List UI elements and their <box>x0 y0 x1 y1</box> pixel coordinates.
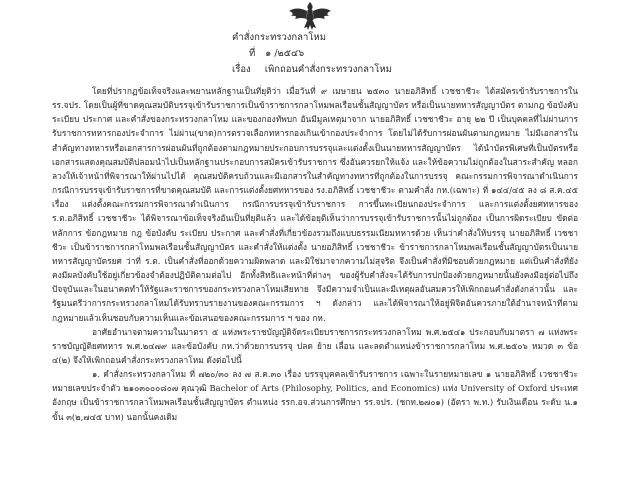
order-title: คำสั่งกระทรวงกลาโหม <box>232 32 326 43</box>
order-subject <box>232 62 392 77</box>
paragraph-background: โดยที่ปรากฏข้อเท็จจริงและพยานหลักฐานเป็นที่ยุติว่า เมื่อวันที่ ๙ เมษายน ๒๕๓๐ นายอภิสิทธิ์ เวชชาชีวะ ได้สมัครเข้ารับราชการใน รร.จปร. โดยเป็นผู้ที่ขาดคุณสมบัติบรรจุเข้ารับราชการเป็นข้าราชการกลาโหมพลเรือนชั้นสัญญาบัตร หรือเป็นนายทหารสัญญาบัตร ตามกฎ ข้อบังคับ ระเบียบ ประกาศ และคำสั่งของกระทรวงกลาโหม และของกองทัพบก อันมีมูลเหตุมาจาก นายอภิสิทธิ์ เวชชาชีวะ อายุ ๒๒ ปี เป็นบุคคลที่ไม่ผ่านการรับราชการทหารกองประจำการ ไม่ผ่าน(ขาด)การตรวจเลือกทหารกองเกินเข้ากองประจำการ โดยไม่ได้รับการผ่อนผันตามกฎหมาย ไม่มีเอกสารในสำคัญทางทหารหรือเอกสารการผ่อนผันที่ถูกต้องตามกฎหมายประกอบการบรรจุและแต่งตั้งเป็นนายทหารสัญญาบัตร ได้นำบัตรพิเศษที่เป็นบัตรหรือเอกสารแสดงคุณสมบัติปลอมนำไปเป็นหลักฐานประกอบการสมัครเข้ารับราชการ ซึ่งอันควรยกให้แจ้ง และให้ข้อความไม่ถูกต้องในสาระสำคัญ หลอกลวงให้เจ้าหน้าที่พิจารณาให้ผ่านไปได้ คุณสมบัติครบถ้วนและมีเอกสารในสำคัญทางทหารที่ถูกต้องในการบรรจุ คณะกรรมการพิจารณาดำเนินการกรณีการบรรจุเข้ารับราชการที่ขาดคุณสมบัติ และการแต่งตั้งยศทหารของ รง.อภิสิทธิ์ เวชชาชีวะ ตามคำสั่ง กห.(เฉพาะ) ที่ ๑๔๔/๔๕ ลง ๘ ส.ค.๔๕ เรื่อง แต่งตั้งคณะกรรมการพิจารณาดำเนินการ กรณีการบรรจุเข้ารับราชการ การขึ้นทะเบียนกองประจำการ และการแต่งตั้งยศทหารของ ร.ต.อภิสิทธิ์ เวชชาชีวะ ได้พิจารณาข้อเท็จจริงอันเป็นที่ยุติแล้ว และได้ข้อยุติเห็นว่าการบรรจุเข้ารับราชการนั้นไม่ถูกต้อง เป็นการผิดระเบียบ ขัดต่อหลักการ ข้อกฎหมาย กฎ ข้อบังคับ ระเบียบ ประกาศ และคำสั่งที่เกี่ยวข้องรวมถึงแบบธรรมเนียมทหารด้วย เห็นว่าคำสั่งให้บรรจุ นายอภิสิทธิ์ เวชชาชีวะ เป็นข้าราชการกลาโหมพลเรือนชั้นสัญญาบัตร และคำสั่งให้แต่งตั้ง นายอภิสิทธิ์ เวชชาชีวะ ข้าราชการกลาโหมพลเรือนชั้นสัญญาบัตรเป็นนายทหารสัญญาบัตรยศ ว่าที่ ร.ต. เป็นคำสั่งที่ออกด้วยความผิดพลาด และมิใช่มาจากความไม่สุจริต จึงเป็นคำสั่งที่มิชอบด้วยกฎหมาย แต่เป็นคำสั่งที่ยังคงมีผลบังคับใช้อยู่เกี่ยวข้องจำต้องปฏิบัติตามต่อไป อีกทั้งสิทธิและหน้าที่ต่างๆ ของผู้รับคำสั่งจะได้รับการปกป้องด้วยกฎหมายนั้นยังคงมีอยู่ต่อไปถึงปัจจุบันและในอนาคตทำให้รัฐและราชการของกระทรวงกลาโหมเสียหาย จึงมีความจำเป็นและมีเหตุผลอันสมควรให้เพิกถอนคำสั่งดังกล่าวนั้น และรัฐมนตรีว่าการกระทรวงกลาโหมได้รับทราบรายงานของคณะกรรมการ ฯ ดังกล่าว และได้พิจารณาให้อยู่พิจิตอันควรภายใต้อำนาจหน้าที่ตามกฎหมายแล้วเห็นชอบกับความเห็นและข้อเสนอของคณะกรรมการ ฯ ของ กห. <box>52 86 578 323</box>
paragraph-authority: อาศัยอำนาจตามความในมาตรา ๕ แห่งพระราชบัญญัติจัดระเบียบราชการกระทรวงกลาโหม พ.ศ.๒๕๔๑ ประกอบกับมาตรา ๗ แห่งพระราชบัญญัติยศทหาร พ.ศ.๒๔๗๙ และข้อบังคับ กห.ว่าด้วยการบรรจุ ปลด ย้าย เลื่อน และลดตำแหน่งข้าราชการกลาโหม พ.ศ.๒๕๐๖ หมวด ๓ ข้อ ๔(๒) จึงให้เพิกถอนคำสั่งกระทรวงกลาโหม ดังต่อไปนี้ <box>52 326 578 365</box>
order-body <box>52 84 578 424</box>
order-subject-value: เพิกถอนคำสั่งกระทรวงกลาโหม <box>264 64 392 75</box>
order-subject-label: เรื่อง <box>232 64 251 75</box>
order-number-value: ๑ /๒๕๔๖ <box>265 48 305 59</box>
garuda-emblem-icon <box>287 2 333 32</box>
paragraph-item-1: ๑. คำสั่งกระทรวงกลาโหม ที่ ๗๒๐/๓๐ ลง ๗ ส.ค.๓๐ เรื่อง บรรจุบุคคลเข้ารับราชการ เฉพาะในรายหมายเลข ๑ นายอภิสิทธิ์ เวชชาชีวะ หมายเลขประจำตัว ๒๑๐๓๐๐๐๘๐๗ คุณวุฒิ Bachelor of Arts (Philosophy, Politics, and Economics) แห่ง University of Oxford ประเทศอังกฤษ เป็นข้าราชการกลาโหมพลเรือนชั้นสัญญาบัตร ตำแหน่ง รรก.อจ.ส่วนการศึกษา รร.จปร. (ชกท.๒๗๐๑) (อัตรา พ.ท.) รับเงินเดือน ระดับ น.๑ ขั้น ๓(๒,๗๔๕ บาท) นอกนั้นคงเดิม <box>52 369 578 422</box>
order-number <box>249 46 304 61</box>
order-number-label: ที่ <box>249 48 256 59</box>
